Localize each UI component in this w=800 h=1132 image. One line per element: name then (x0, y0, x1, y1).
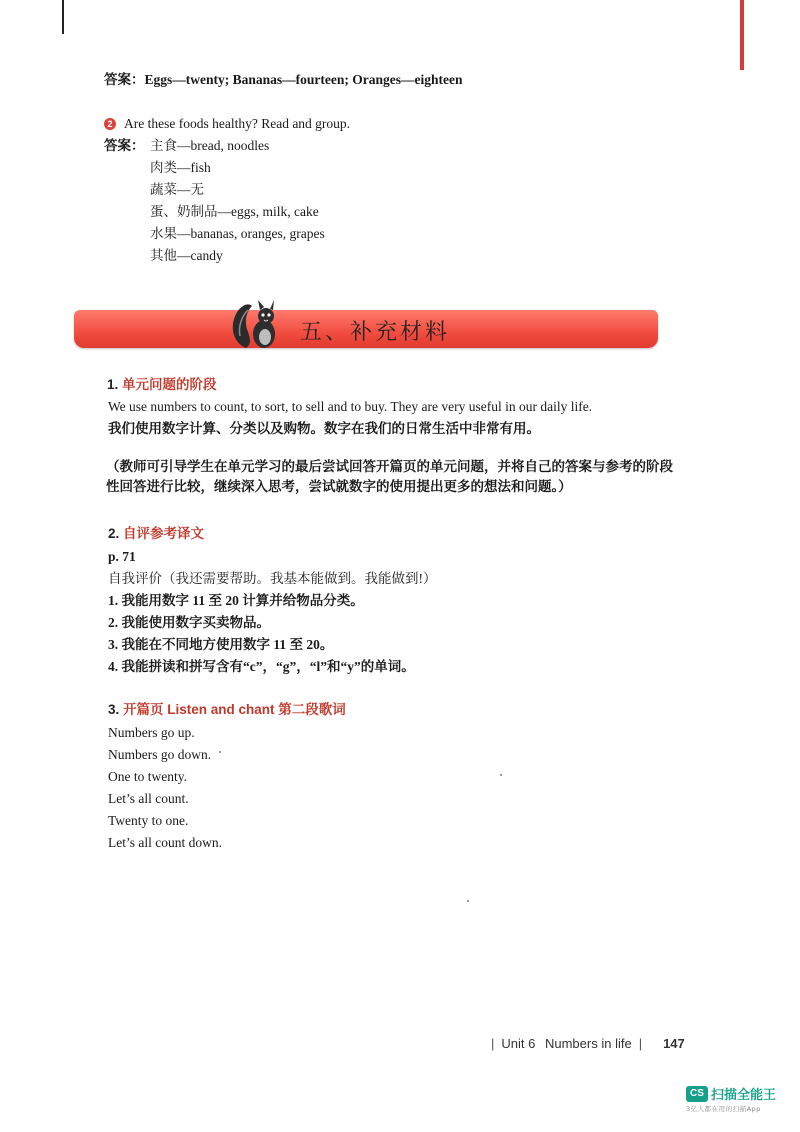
lyric-line: Numbers go down. (108, 747, 212, 762)
section-3-heading (108, 698, 346, 718)
scanner-tagline: 3亿人都在用的扫描App (686, 1105, 761, 1113)
section-1-chinese: 我们使用数字计算、分类以及购物。数字在我们的日常生活中非常有用。 (108, 421, 540, 436)
scanner-logo-icon: CS (686, 1086, 708, 1102)
group-item: 蔬菜—无 (150, 182, 204, 197)
task-2-prompt: Are these foods healthy? Read and group. (124, 116, 351, 131)
page-edge-right (740, 0, 744, 70)
lyric-line: One to twenty. (108, 769, 187, 784)
page-reference: p. 71 (108, 549, 136, 564)
scanner-name: 扫描全能王 (711, 1088, 777, 1103)
scan-speck (219, 751, 221, 753)
section-1-english: We use numbers to count, to sort, to sell and to buy. They are very useful in our daily life. (108, 399, 593, 414)
teacher-note-line: （教师可引导学生在单元学习的最后尝试回答开篇页的单元问题，并将自己的答案与参考的阶段 (106, 459, 673, 474)
self-eval-line: 3. 我能在不同地方使用数字 11 至 20。 (108, 637, 334, 652)
scan-speck (500, 774, 502, 776)
page-number: 147 (663, 1036, 685, 1051)
lyric-line: Let’s all count down. (108, 835, 222, 850)
group-item: 其他—candy (150, 248, 223, 263)
scanner-watermark (686, 1084, 776, 1103)
self-eval-line: 自我评价（我还需要帮助。我基本能做到。我能做到!） (108, 571, 437, 586)
task-2-prompt-row (104, 115, 350, 133)
group-item: 水果—bananas, oranges, grapes (150, 226, 325, 241)
section-number: 1. (107, 377, 119, 392)
section-3-title: 开篇页 Listen and chant 第二段歌词 (123, 702, 346, 717)
self-eval-line: 2. 我能使用数字买卖物品。 (108, 615, 270, 630)
lyric-line: Twenty to one. (108, 813, 189, 828)
answer-label: 答案： (104, 138, 145, 153)
footer-topic: Numbers in life (544, 1036, 632, 1051)
section-2-title: 自评参考译文 (123, 526, 205, 541)
group-item: 蛋、奶制品—eggs, milk, cake (150, 204, 319, 219)
self-eval-line: 1. 我能用数字 11 至 20 计算并给物品分类。 (108, 593, 364, 608)
section-1-heading (107, 373, 217, 393)
section-2-heading (108, 522, 204, 542)
section-1-title: 单元问题的阶段 (122, 377, 217, 392)
section-number: 2. (108, 526, 120, 541)
answer-1-line: 答案：Eggs—twenty; Bananas—fourteen; Oranges—eighteen (104, 72, 463, 87)
lyric-line: Let’s all count. (108, 791, 189, 806)
page-edge-left (62, 0, 64, 34)
lyric-line: Numbers go up. (108, 725, 195, 740)
self-eval-line: 4. 我能拼读和拼写含有“c”，“g”，“l”和“y”的单词。 (108, 659, 415, 674)
scan-speck (467, 900, 469, 902)
group-item: 肉类—fish (150, 160, 211, 175)
teacher-note-line: 性回答进行比较，继续深入思考，尝试就数字的使用提出更多的想法和问题。） (106, 479, 572, 494)
squirrel-mascot-icon (228, 296, 288, 352)
footer-unit: Unit 6 (501, 1036, 536, 1051)
banner-title: 五、补充材料 (300, 320, 451, 345)
group-item: 主食—bread, noodles (150, 138, 270, 153)
section-number: 3. (108, 702, 120, 717)
task-number-badge: 2 (104, 118, 116, 130)
page-footer: | Unit 6 Numbers in life | 147 (491, 1036, 685, 1051)
